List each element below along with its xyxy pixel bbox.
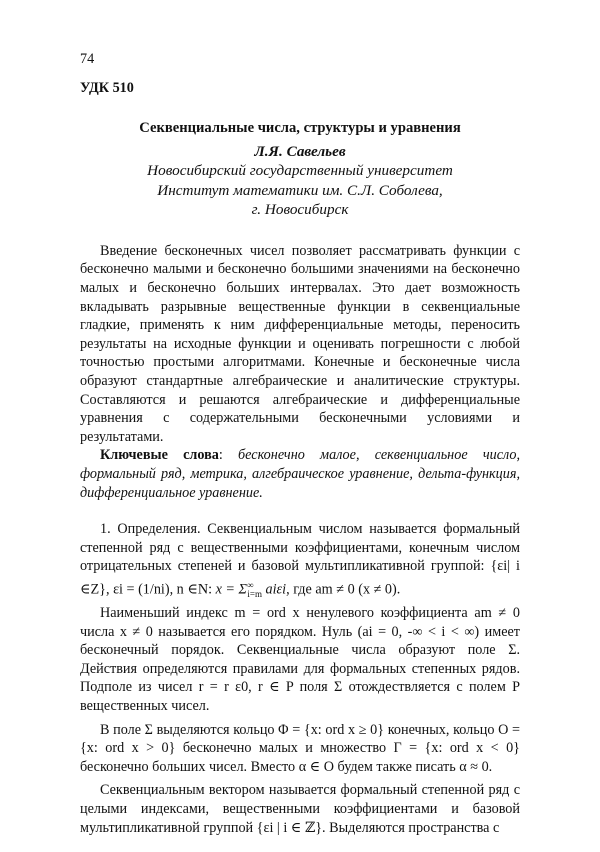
definition-tail: , где am ≠ 0 (x ≠ 0). xyxy=(286,581,401,598)
series-term: aiεi xyxy=(261,581,287,598)
udk-code: УДК 510 xyxy=(80,79,134,96)
keywords-separator: : xyxy=(218,447,239,464)
affiliation-block xyxy=(80,161,520,220)
definition-text: 1. Определения. Секвенциальным числом называется формальный степенной ряд с вещественными коэффициентами, конечным числом отрицательных степеней и базовой мультипликативной группой: {εi| i ∈Z}, εi = (1/ni), n ∈N: xyxy=(80,521,520,598)
paragraph-definitions xyxy=(80,520,520,604)
keywords xyxy=(80,446,520,502)
keywords-label: Ключевые слова xyxy=(100,447,219,464)
paragraph-vectors: Секвенциальным вектором называется формальный степенной ряд с целыми индексами, вещественными коэффициентами и базовой мультипликативной группой {εi | i ∈ ℤ}. Выделяются пространства с xyxy=(80,782,520,836)
series-lower-limit: i=m xyxy=(247,589,262,600)
series-formula: x = Σ xyxy=(215,581,247,598)
abstract: Введение бесконечных чисел позволяет рассматривать функции с бесконечно малыми и бесконечно большими значениями на бесконечно малых и бесконечно больших интервалах. Это дает возможность вкладывать разрывные вещественные функции в секвенциальные гладкие, применять к ним дифференциальные методы, переносить результаты на исходные функции и оценивать погрешности с любой точностью простыми алгоритмами. Конечные и бесконечные числа образуют стандартные алгебраические и аналитические структуры. Составляются и решаются алгебраические и дифференциальные уравнения с содержательными бесконечными условиями и результатами. xyxy=(80,242,520,445)
affiliation-line: Институт математики им. С.Л. Соболева, xyxy=(157,181,443,199)
paragraph-rings: В поле Σ выделяются кольцо Φ = {x: ord x ≥ 0} конечных, кольцо O = {x: ord x > 0} бесконечно малых и множество Γ = {x: ord x < 0} бесконечно больших чисел. Вместо α ∈ O будем также писать α ≈ 0. xyxy=(80,721,520,775)
affiliation-line: г. Новосибирск xyxy=(251,201,349,219)
author-name: Л.Я. Савельев xyxy=(254,142,346,160)
paragraph-order: Наименьший индекс m = ord x ненулевого коэффициента am ≠ 0 числа x ≠ 0 называется его порядком. Нуль (ai = 0, -∞ < i < ∞) имеет бесконечный порядок. Секвенциальные числа образуют поле Σ. Действия определяются правилами для формальных степенных рядов. Подполе из чисел r = r ε0, r ∈ P поля Σ отождествляется с полем P вещественных чисел. xyxy=(80,605,520,714)
page-number: 74 xyxy=(80,51,95,67)
paper-title: Секвенциальные числа, структуры и уравнения xyxy=(139,120,461,137)
keywords-text: бесконечно малое, секвенциальное число, формальный ряд, метрика, алгебраическое уравнение, дельта-функция, дифференциальное уравнение. xyxy=(80,447,520,501)
series-upper-limit: ∞ xyxy=(246,579,254,590)
affiliation-line: Новосибирский государственный университет xyxy=(147,162,453,180)
